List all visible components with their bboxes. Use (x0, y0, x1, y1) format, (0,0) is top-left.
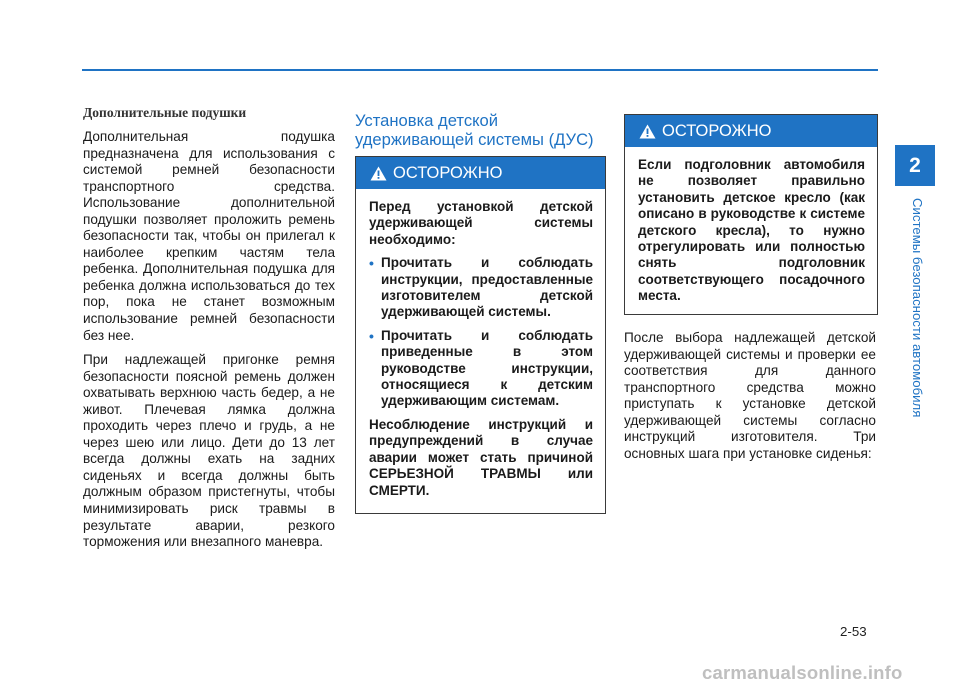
paragraph-booster-1: Дополнительная подушка предназначена для использования с системой ремней безопасности транспортного средства. Использование дополнительной подушки позволяет проложить ремень безопасности так, чтобы он прилегал к наиболее крепким частям тела ребенка. Дополнительная подушка для ребенка должна использоваться до тех пор, пока не станет возможным использование ремней безопасности без нее. (83, 129, 335, 343)
bullet-icon: • (369, 255, 374, 272)
paragraph-booster-2: При надлежащей пригонке ремня безопасности поясной ремень должен охватывать верхнюю часть бедер, а не живот. Плечевая лямка должна проходить через плечо и грудь, а не через шею или лицо. Дети до 13 лет всегда должны ехать на задних сиденьях и всегда должны быть должным образом пристегнуты, чтобы минимизировать риск травмы в результате аварии, резкого торможения или внезапного маневра. (83, 352, 335, 550)
chapter-number-tab: 2 (895, 145, 935, 186)
warning-intro: Перед установкой детской удерживающей системы необходимо: (369, 199, 593, 247)
watermark: carmanualsonline.info (702, 662, 903, 683)
bullet-icon: • (369, 327, 374, 344)
warning-text: Если подголовник автомобиля не позволяет правильно установить детское кресло (как описано в руководстве к системе детского кресла), то нужно отрегулировать или полностью снять подголовник соответствующего посадочного места. (638, 157, 865, 304)
warning-header (625, 115, 877, 147)
warning-note: Несоблюдение инструкций и предупреждений в случае аварии может стать причиной СЕРЬЕЗНОЙ ТРАВМЫ или СМЕРТИ. (369, 416, 593, 498)
warning-list-item: • Прочитать и соблюдать приведенные в этом руководстве инструкции, относящиеся к детским удерживающим системам. (369, 327, 593, 409)
warning-triangle-icon (370, 166, 387, 181)
warning-list-item: • Прочитать и соблюдать инструкции, предоставленные изготовителем детской удерживающей системы. (369, 255, 593, 320)
warning-title: ОСТОРОЖНО (662, 121, 772, 140)
warning-box-crs (355, 156, 606, 514)
column-left (83, 105, 335, 559)
warning-body (625, 147, 877, 322)
warning-body (356, 189, 605, 516)
column-middle (355, 111, 605, 149)
column-right (624, 330, 876, 462)
section-heading-crs: Установка детской удерживающей системы (ДУС) (355, 111, 594, 149)
page-number: 2-53 (840, 624, 867, 639)
warning-header (356, 157, 605, 189)
warning-box-headrest (624, 114, 878, 315)
paragraph-crs-install: После выбора надлежащей детской удерживающей системы и проверки ее соответствия для данного транспортного средства можно приступать к установке детской удерживающей системы согласно инструкций изготовителя. Три основных шага при установке сиденья: (624, 330, 876, 461)
top-rule (82, 69, 878, 71)
warning-title: ОСТОРОЖНО (393, 163, 503, 182)
warning-list (369, 255, 593, 410)
section-heading-booster: Дополнительные подушки (83, 105, 247, 120)
chapter-title-vertical: Системы безопасности автомобиля (910, 198, 925, 418)
warning-triangle-icon (639, 124, 656, 139)
